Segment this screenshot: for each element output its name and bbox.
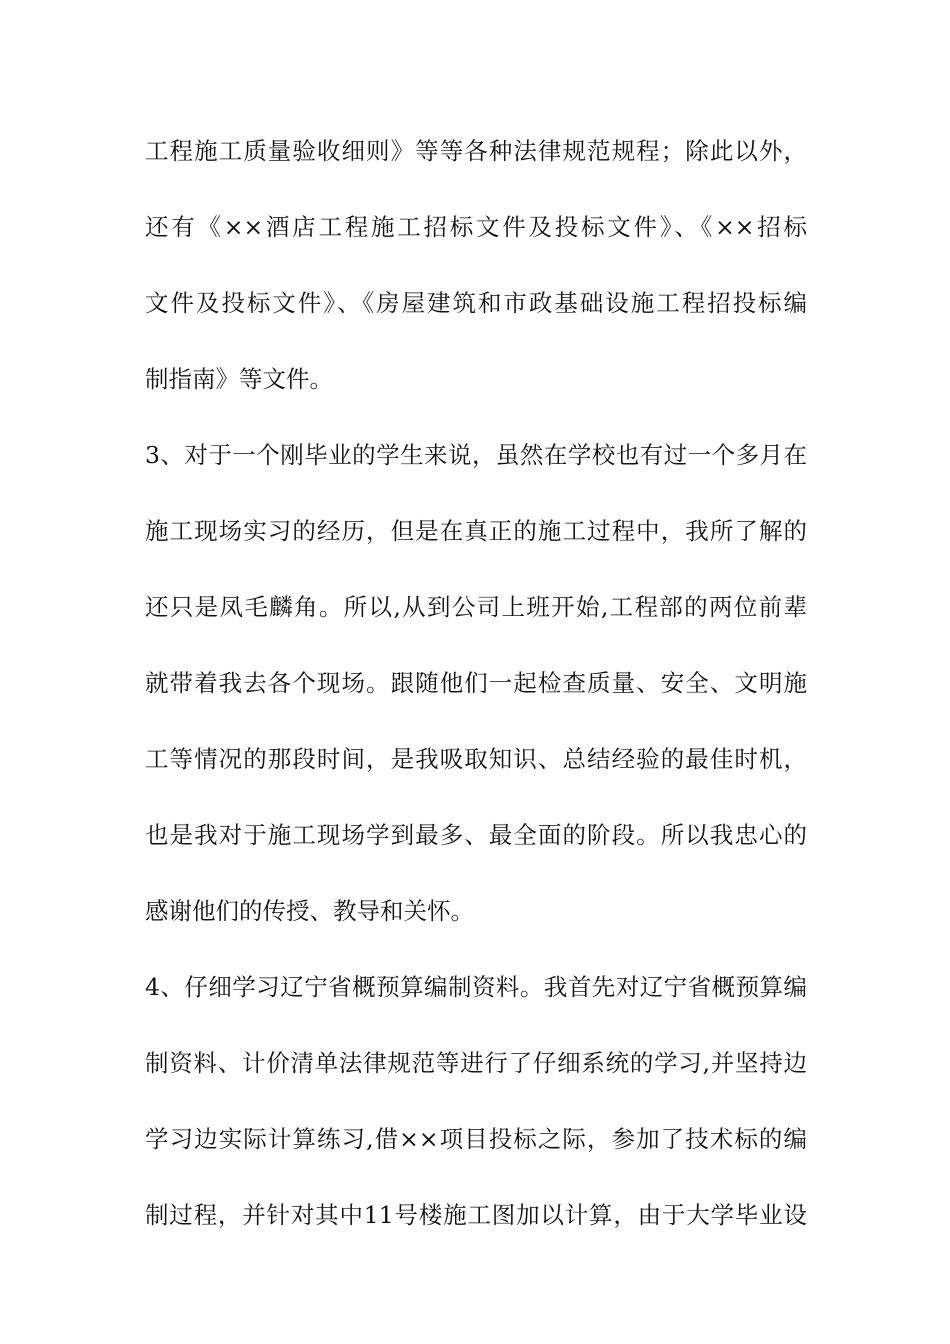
text-line: 感谢他们的传授、教导和关怀。 xyxy=(145,897,474,925)
text-line: 工等情况的那段时间，是我吸取知识、总结经验的最佳时机， xyxy=(145,745,807,773)
text-line: 文件及投标文件》、《房屋建筑和市政基础设施工程招投标编 xyxy=(145,289,807,317)
text-line: 制过程，并针对其中11号楼施工图加以计算，由于大学毕业设 xyxy=(145,1201,807,1229)
text-line: 3、对于一个刚毕业的学生来说，虽然在学校也有过一个多月在 xyxy=(145,441,807,469)
text-line: 制资料、计价清单法律规范等进行了仔细系统的学习,并坚持边 xyxy=(145,1049,807,1077)
text-line: 工程施工质量验收细则》等等各种法律规范规程；除此以外， xyxy=(145,137,807,165)
text-line: 就带着我去各个现场。跟随他们一起检查质量、安全、文明施 xyxy=(145,669,807,697)
text-line: 也是我对于施工现场学到最多、最全面的阶段。所以我忠心的 xyxy=(145,821,807,849)
text-line: 制指南》等文件。 xyxy=(145,365,333,393)
text-line: 还只是凤毛麟角。所以,从到公司上班开始,工程部的两位前辈 xyxy=(145,593,807,621)
text-line: 还有《××酒店工程施工招标文件及投标文件》、《××招标 xyxy=(145,213,807,241)
text-line: 施工现场实习的经历，但是在真正的施工过程中，我所了解的 xyxy=(145,517,807,545)
body-text xyxy=(145,126,807,1266)
text-line: 4、仔细学习辽宁省概预算编制资料。我首先对辽宁省概预算编 xyxy=(145,973,807,1001)
text-line: 学习边实际计算练习,借××项目投标之际，参加了技术标的编 xyxy=(145,1125,807,1153)
